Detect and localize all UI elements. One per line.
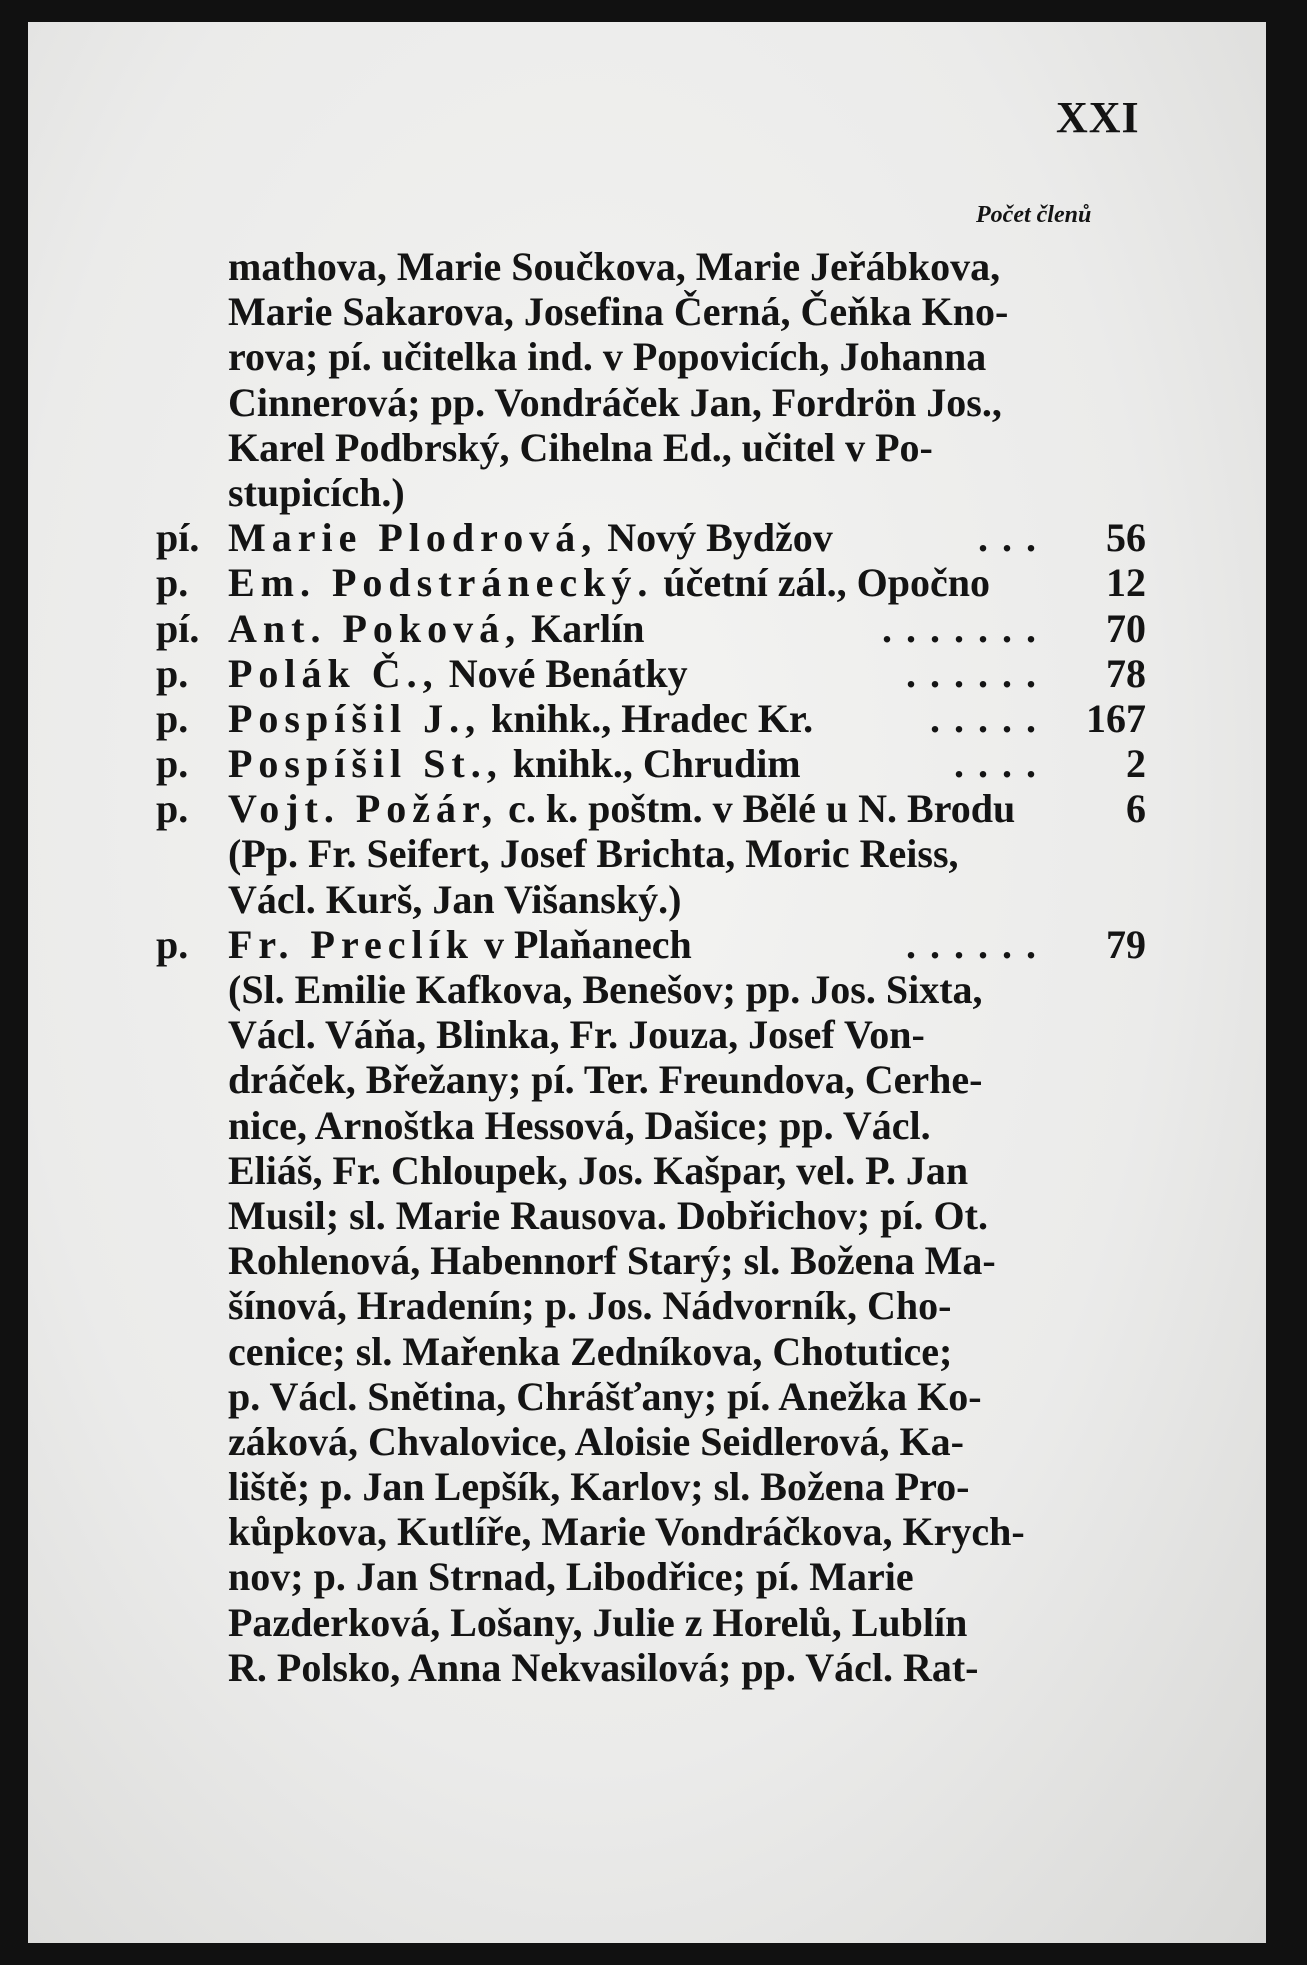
text-line: liště; p. Jan Lepšík, Karlov; sl. Božena Pro-: [228, 1464, 970, 1510]
text-line: Eliáš, Fr. Chloupek, Jos. Kašpar, vel. P. Jan: [228, 1147, 969, 1193]
member-entry: [156, 741, 1146, 786]
member-entry: [156, 651, 1146, 696]
entry-count: 6: [1126, 786, 1146, 832]
text-line: Václ. Kurš, Jan Višanský.): [228, 876, 682, 922]
text-line: (Sl. Emilie Kafkova, Benešov; pp. Jos. Sixta,: [228, 967, 983, 1012]
text-line: nov; p. Jan Strnad, Libodřice; pí. Marie: [228, 1554, 914, 1600]
member-entry: [156, 786, 1146, 831]
entry-leader-dots: ......: [906, 921, 1050, 967]
entry-leader-dots: ....: [954, 741, 1050, 787]
text-line: Musil; sl. Marie Rausova. Dobřichov; pí. Ot.: [228, 1192, 988, 1238]
entry-prefix: p.: [156, 650, 189, 696]
text-line: rova; pí. učitelka ind. v Popovicích, Johanna: [228, 334, 987, 380]
text-line: nice, Arnoštka Hessová, Dašice; pp. Václ.: [228, 1102, 931, 1148]
text-line: cenice; sl. Mařenka Zedníkova, Chotutice;: [228, 1328, 953, 1374]
entry-name-text: Ant. Poková,: [228, 605, 522, 651]
entry-leader-dots: ......: [906, 650, 1050, 696]
text-line: (Pp. Fr. Seifert, Josef Brichta, Moric Reiss,: [228, 831, 959, 877]
entry-detail: Karlín: [521, 605, 645, 651]
entry-name-text: Fr. Preclík: [228, 921, 474, 967]
entry-name-text: Pospíšil St.,: [228, 741, 503, 787]
member-entry: [156, 696, 1146, 741]
member-entry: [156, 560, 1146, 605]
text-line: šínová, Hradenín; p. Jos. Nádvorník, Cho-: [228, 1283, 952, 1329]
entry-prefix: p.: [156, 921, 189, 967]
text-line: Cinnerová; pp. Vondráček Jan, Fordrön Jos.,: [228, 379, 1002, 425]
entry-detail: Nový Bydžov: [597, 515, 833, 561]
entry-detail: v Plaňanech: [473, 921, 692, 967]
entry-name: [228, 606, 644, 651]
text-line: Pazderková, Lošany, Julie z Horelů, Lublín: [228, 1599, 968, 1645]
member-entry: [156, 606, 1146, 651]
entry-name: [228, 696, 813, 741]
entry-count: 70: [1106, 605, 1146, 651]
entry-name-text: Vojt. Požár,: [228, 786, 499, 832]
text-line: kůpkova, Kutlíře, Marie Vondráčkova, Krych-: [228, 1509, 1025, 1555]
text-line: Rohlenová, Habennorf Starý; sl. Božena Ma-: [228, 1238, 996, 1284]
entry-count: 78: [1106, 650, 1146, 696]
column-header: Počet členů: [976, 202, 1092, 228]
entry-prefix: p.: [156, 695, 189, 741]
entry-name-text: Marie Plodrová,: [228, 515, 598, 561]
entry-detail: knihk., Chrudim: [502, 741, 801, 787]
entry-name-text: Em. Podstránecký.: [228, 560, 654, 606]
member-entry: [156, 922, 1146, 967]
entry-name: [228, 560, 990, 605]
entry-leader-dots: .......: [882, 605, 1050, 651]
entry-count: 167: [1086, 695, 1146, 741]
page-number: XXI: [1056, 93, 1140, 142]
text-line: R. Polsko, Anna Nekvasilová; pp. Václ. Rat-: [228, 1644, 979, 1690]
entry-name: [228, 922, 692, 967]
entry-name: [228, 515, 833, 560]
text-line: p. Václ. Snětina, Chrášťany; pí. Anežka Ko-: [228, 1373, 982, 1419]
text-line: dráček, Břežany; pí. Ter. Freundova, Cerhe-: [228, 1057, 983, 1103]
book-page: [28, 22, 1266, 1943]
entry-name: [228, 786, 1015, 831]
entry-count: 56: [1106, 515, 1146, 561]
entry-detail: knihk., Hradec Kr.: [481, 695, 814, 741]
entry-detail: Nové Benátky: [438, 650, 688, 696]
member-entry: [156, 515, 1146, 560]
entry-leader-dots: ...: [978, 515, 1050, 561]
entry-leader-dots: .....: [930, 695, 1050, 741]
entry-prefix: pí.: [156, 515, 200, 561]
text-line: Karel Podbrský, Cihelna Ed., učitel v Po-: [228, 424, 933, 470]
text-line: záková, Chvalovice, Aloisie Seidlerová, Ka-: [228, 1418, 964, 1464]
entry-name: [228, 741, 801, 786]
entry-name-text: Polák Č.,: [228, 650, 439, 696]
entry-count: 12: [1106, 560, 1146, 606]
text-line: stupicích.): [228, 469, 405, 515]
entry-name-text: Pospíšil J.,: [228, 695, 482, 741]
text-line: mathova, Marie Součkova, Marie Jeřábkova,: [228, 244, 1001, 289]
text-line: Marie Sakarova, Josefina Černá, Čeňka Kno-: [228, 289, 1009, 335]
page-text: [156, 244, 1146, 1690]
entry-count: 79: [1106, 921, 1146, 967]
entry-count: 2: [1126, 741, 1146, 787]
entry-prefix: pí.: [156, 605, 200, 651]
entry-name: [228, 651, 688, 696]
entry-prefix: p.: [156, 560, 189, 606]
entry-detail: c. k. poštm. v Bělé u N. Brodu: [498, 786, 1016, 832]
entry-detail: účetní zál., Opočno: [653, 560, 990, 606]
entry-prefix: p.: [156, 786, 189, 832]
text-line: Václ. Váňa, Blinka, Fr. Jouza, Josef Von-: [228, 1012, 925, 1058]
entry-prefix: p.: [156, 741, 189, 787]
